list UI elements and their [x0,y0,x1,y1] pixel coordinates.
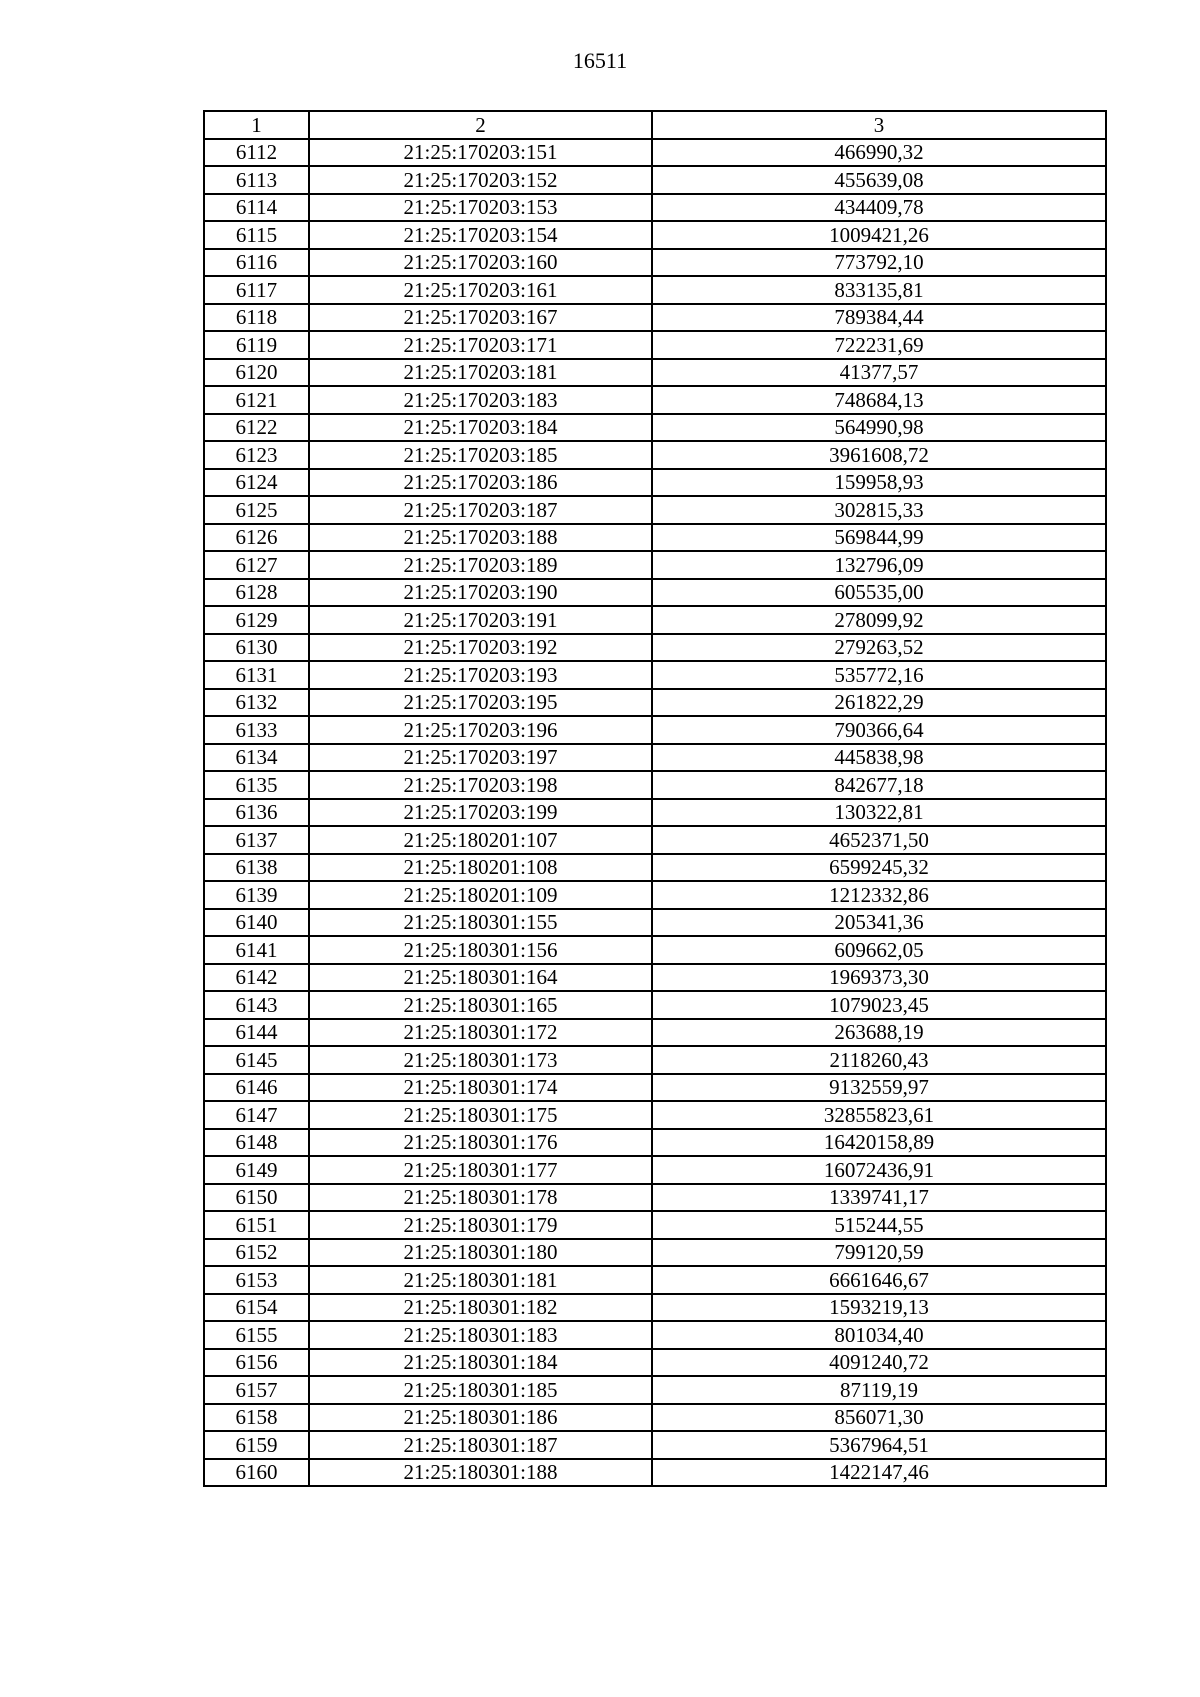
table-row [204,716,1106,744]
value-cell: 3961608,72 [652,441,1106,469]
table-row [204,194,1106,222]
cadastral-number-cell: 21:25:180301:181 [309,1266,652,1294]
table-row [204,469,1106,497]
value-cell: 801034,40 [652,1321,1106,1349]
table-row [204,496,1106,524]
table-row [204,359,1106,387]
cadastral-number-cell: 21:25:170203:152 [309,166,652,194]
value-cell: 16420158,89 [652,1129,1106,1157]
row-number-cell: 6143 [204,991,309,1019]
table-row [204,744,1106,772]
value-cell: 4652371,50 [652,826,1106,854]
row-number-cell: 6155 [204,1321,309,1349]
value-cell: 6599245,32 [652,854,1106,882]
value-cell: 4091240,72 [652,1349,1106,1377]
cadastral-number-cell: 21:25:170203:183 [309,386,652,414]
row-number-cell: 6112 [204,139,309,167]
table-row [204,936,1106,964]
value-cell: 515244,55 [652,1211,1106,1239]
value-cell: 1969373,30 [652,964,1106,992]
cadastral-number-cell: 21:25:170203:161 [309,276,652,304]
cadastral-number-cell: 21:25:170203:187 [309,496,652,524]
table-row [204,634,1106,662]
cadastral-number-cell: 21:25:180301:177 [309,1156,652,1184]
row-number-cell: 6141 [204,936,309,964]
value-cell: 302815,33 [652,496,1106,524]
cadastral-number-cell: 21:25:170203:192 [309,634,652,662]
row-number-cell: 6157 [204,1376,309,1404]
table-row [204,606,1106,634]
cadastral-number-cell: 21:25:170203:199 [309,799,652,827]
row-number-cell: 6125 [204,496,309,524]
row-number-cell: 6114 [204,194,309,222]
cadastral-number-cell: 21:25:180301:188 [309,1459,652,1487]
table-row [204,1211,1106,1239]
table-row [204,249,1106,277]
row-number-cell: 6150 [204,1184,309,1212]
table-row [204,909,1106,937]
value-cell: 799120,59 [652,1239,1106,1267]
row-number-cell: 6140 [204,909,309,937]
table-row [204,881,1106,909]
value-cell: 2118260,43 [652,1046,1106,1074]
row-number-cell: 6133 [204,716,309,744]
row-number-cell: 6122 [204,414,309,442]
value-cell: 609662,05 [652,936,1106,964]
table-row [204,221,1106,249]
cadastral-number-cell: 21:25:170203:196 [309,716,652,744]
row-number-cell: 6116 [204,249,309,277]
cadastral-number-cell: 21:25:180301:174 [309,1074,652,1102]
value-cell: 278099,92 [652,606,1106,634]
cadastral-number-cell: 21:25:180301:182 [309,1294,652,1322]
table-row [204,386,1106,414]
value-cell: 748684,13 [652,386,1106,414]
cadastral-number-cell: 21:25:170203:190 [309,579,652,607]
column-header-3: 3 [652,111,1106,139]
table-row [204,1239,1106,1267]
row-number-cell: 6120 [204,359,309,387]
row-number-cell: 6145 [204,1046,309,1074]
value-cell: 1593219,13 [652,1294,1106,1322]
cadastral-number-cell: 21:25:180201:109 [309,881,652,909]
cadastral-number-cell: 21:25:170203:191 [309,606,652,634]
table-row [204,276,1106,304]
table-row [204,1129,1106,1157]
table-row [204,826,1106,854]
cadastral-number-cell: 21:25:180301:180 [309,1239,652,1267]
table-row [204,854,1106,882]
table-row [204,689,1106,717]
table-row [204,964,1106,992]
table-row [204,441,1106,469]
row-number-cell: 6144 [204,1019,309,1047]
table-row [204,1019,1106,1047]
cadastral-number-cell: 21:25:170203:185 [309,441,652,469]
table-row [204,771,1106,799]
row-number-cell: 6153 [204,1266,309,1294]
row-number-cell: 6147 [204,1101,309,1129]
row-number-cell: 6129 [204,606,309,634]
table-row [204,414,1106,442]
value-cell: 455639,08 [652,166,1106,194]
row-number-cell: 6151 [204,1211,309,1239]
table-row [204,304,1106,332]
table-row [204,799,1106,827]
row-number-cell: 6134 [204,744,309,772]
value-cell: 41377,57 [652,359,1106,387]
value-cell: 445838,98 [652,744,1106,772]
row-number-cell: 6154 [204,1294,309,1322]
cadastral-number-cell: 21:25:170203:188 [309,524,652,552]
table-row [204,166,1106,194]
value-cell: 261822,29 [652,689,1106,717]
value-cell: 279263,52 [652,634,1106,662]
value-cell: 5367964,51 [652,1431,1106,1459]
value-cell: 32855823,61 [652,1101,1106,1129]
row-number-cell: 6121 [204,386,309,414]
table-row [204,1101,1106,1129]
column-header-2: 2 [309,111,652,139]
table-row [204,1404,1106,1432]
cadastral-number-cell: 21:25:180301:186 [309,1404,652,1432]
row-number-cell: 6156 [204,1349,309,1377]
cadastral-number-cell: 21:25:180301:164 [309,964,652,992]
table-row [204,991,1106,1019]
row-number-cell: 6137 [204,826,309,854]
value-cell: 773792,10 [652,249,1106,277]
cadastral-number-cell: 21:25:170203:167 [309,304,652,332]
table-row [204,1376,1106,1404]
cadastral-number-cell: 21:25:180301:178 [309,1184,652,1212]
value-cell: 842677,18 [652,771,1106,799]
cadastral-number-cell: 21:25:180301:176 [309,1129,652,1157]
page-number: 16511 [572,48,628,73]
cadastral-number-cell: 21:25:180201:107 [309,826,652,854]
row-number-cell: 6118 [204,304,309,332]
table-row [204,1431,1106,1459]
table-row [204,139,1106,167]
cadastral-number-cell: 21:25:180301:175 [309,1101,652,1129]
row-number-cell: 6128 [204,579,309,607]
cadastral-number-cell: 21:25:180301:173 [309,1046,652,1074]
value-cell: 569844,99 [652,524,1106,552]
row-number-cell: 6132 [204,689,309,717]
table-row [204,1046,1106,1074]
value-cell: 205341,36 [652,909,1106,937]
value-cell: 833135,81 [652,276,1106,304]
value-cell: 263688,19 [652,1019,1106,1047]
value-cell: 605535,00 [652,579,1106,607]
table-row [204,524,1106,552]
cadastral-number-cell: 21:25:170203:198 [309,771,652,799]
table-body [204,139,1106,1487]
value-cell: 1079023,45 [652,991,1106,1019]
value-cell: 466990,32 [652,139,1106,167]
table-row [204,331,1106,359]
cadastral-number-cell: 21:25:170203:193 [309,661,652,689]
row-number-cell: 6135 [204,771,309,799]
cadastral-number-cell: 21:25:180301:187 [309,1431,652,1459]
cadastral-number-cell: 21:25:170203:181 [309,359,652,387]
row-number-cell: 6119 [204,331,309,359]
cadastral-number-cell: 21:25:170203:151 [309,139,652,167]
table-row [204,1321,1106,1349]
row-number-cell: 6130 [204,634,309,662]
cadastral-number-cell: 21:25:180301:156 [309,936,652,964]
row-number-cell: 6152 [204,1239,309,1267]
value-cell: 790366,64 [652,716,1106,744]
value-cell: 6661646,67 [652,1266,1106,1294]
value-cell: 132796,09 [652,551,1106,579]
value-cell: 856071,30 [652,1404,1106,1432]
row-number-cell: 6158 [204,1404,309,1432]
value-cell: 1009421,26 [652,221,1106,249]
value-cell: 1339741,17 [652,1184,1106,1212]
row-number-cell: 6160 [204,1459,309,1487]
table-row [204,551,1106,579]
value-cell: 722231,69 [652,331,1106,359]
value-cell: 1422147,46 [652,1459,1106,1487]
cadastral-number-cell: 21:25:180301:155 [309,909,652,937]
value-cell: 9132559,97 [652,1074,1106,1102]
cadastral-number-cell: 21:25:170203:184 [309,414,652,442]
table-row [204,579,1106,607]
cadastral-number-cell: 21:25:170203:189 [309,551,652,579]
row-number-cell: 6142 [204,964,309,992]
table-row [204,1074,1106,1102]
row-number-cell: 6124 [204,469,309,497]
row-number-cell: 6117 [204,276,309,304]
value-cell: 87119,19 [652,1376,1106,1404]
value-cell: 130322,81 [652,799,1106,827]
value-cell: 789384,44 [652,304,1106,332]
row-number-cell: 6159 [204,1431,309,1459]
value-cell: 159958,93 [652,469,1106,497]
value-cell: 564990,98 [652,414,1106,442]
value-cell: 16072436,91 [652,1156,1106,1184]
value-cell: 434409,78 [652,194,1106,222]
row-number-cell: 6113 [204,166,309,194]
data-table [203,110,1107,1487]
column-header-1: 1 [204,111,309,139]
cadastral-number-cell: 21:25:180301:165 [309,991,652,1019]
cadastral-number-cell: 21:25:170203:195 [309,689,652,717]
cadastral-number-cell: 21:25:170203:160 [309,249,652,277]
table-row [204,1266,1106,1294]
row-number-cell: 6138 [204,854,309,882]
row-number-cell: 6115 [204,221,309,249]
cadastral-number-cell: 21:25:170203:153 [309,194,652,222]
cadastral-number-cell: 21:25:180301:172 [309,1019,652,1047]
table-row [204,1184,1106,1212]
table-row [204,1459,1106,1487]
row-number-cell: 6131 [204,661,309,689]
row-number-cell: 6148 [204,1129,309,1157]
row-number-cell: 6146 [204,1074,309,1102]
row-number-cell: 6149 [204,1156,309,1184]
cadastral-number-cell: 21:25:170203:197 [309,744,652,772]
cadastral-number-cell: 21:25:170203:186 [309,469,652,497]
value-cell: 535772,16 [652,661,1106,689]
row-number-cell: 6123 [204,441,309,469]
cadastral-number-cell: 21:25:180301:183 [309,1321,652,1349]
cadastral-number-cell: 21:25:180301:184 [309,1349,652,1377]
table-header-row [204,111,1106,139]
cadastral-number-cell: 21:25:180201:108 [309,854,652,882]
table-row [204,1349,1106,1377]
table-row [204,1294,1106,1322]
cadastral-number-cell: 21:25:170203:154 [309,221,652,249]
row-number-cell: 6127 [204,551,309,579]
cadastral-number-cell: 21:25:170203:171 [309,331,652,359]
row-number-cell: 6126 [204,524,309,552]
value-cell: 1212332,86 [652,881,1106,909]
table-row [204,661,1106,689]
cadastral-number-cell: 21:25:180301:179 [309,1211,652,1239]
table-row [204,1156,1106,1184]
row-number-cell: 6139 [204,881,309,909]
cadastral-number-cell: 21:25:180301:185 [309,1376,652,1404]
row-number-cell: 6136 [204,799,309,827]
